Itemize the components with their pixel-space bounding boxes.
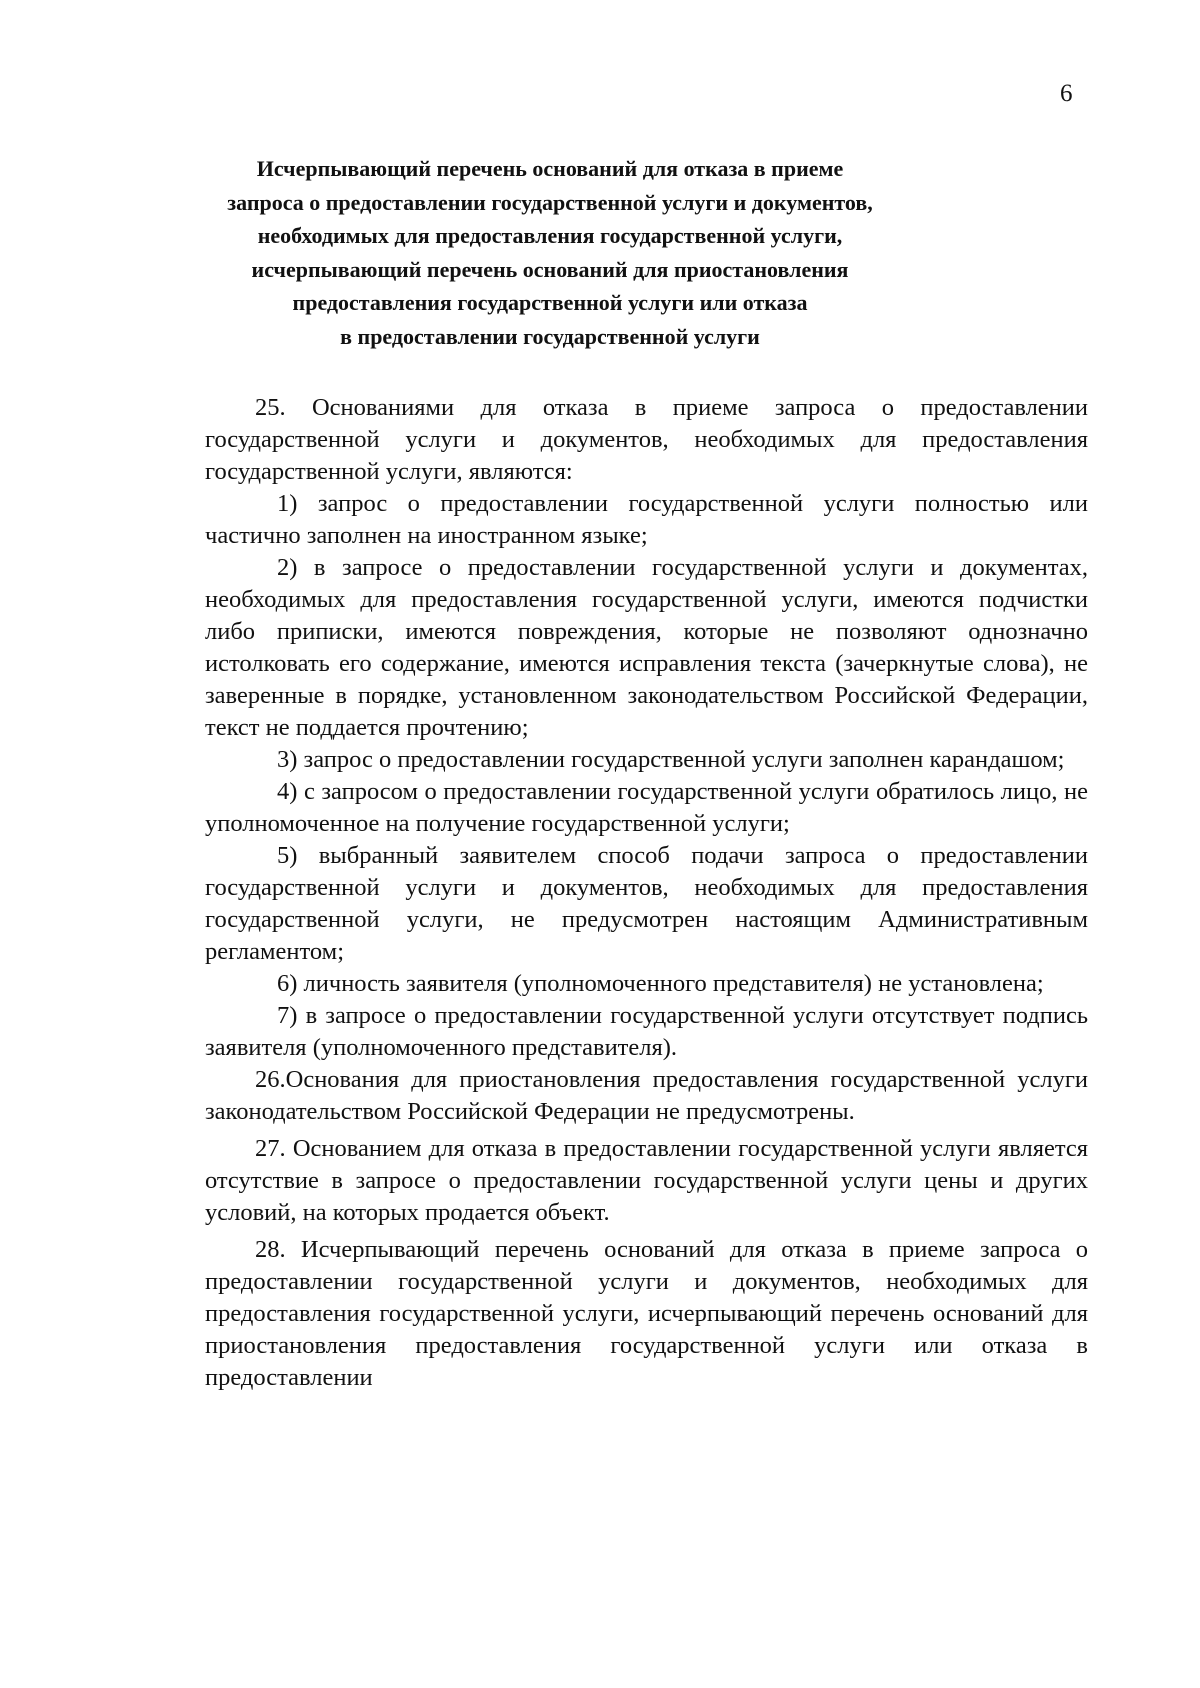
clause-25: 25. Основаниями для отказа в приеме запроса о предоставлении государственной услуги и документов, необходимых для предоставления государственной услуги, являются:: [205, 394, 1088, 485]
heading-line: исчерпывающий перечень оснований для приостановления: [251, 256, 849, 282]
section-heading: [200, 152, 900, 353]
heading-line: Исчерпывающий перечень оснований для отказа в приеме: [256, 156, 844, 181]
clause-25-item-4: 4) с запросом о предоставлении государственной услуги обратилось лицо, не уполномоченное на получение государственной услуги;: [205, 778, 1088, 837]
clause-25-item-2: 2) в запросе о предоставлении государственной услуги и документах, необходимых для предоставления государственной услуги, имеются подчистки либо приписки, имеются повреждения, которые не позволяют однозначно истолковать его содержание, имеются исправления текста (зачеркнутые слова), не заверенные в порядке, установленном законодательством Российской Федерации, текст не поддается прочтению;: [205, 554, 1088, 741]
heading-line: предоставления государственной услуги или отказа: [292, 290, 808, 315]
clause-25-item-3: 3) запрос о предоставлении государственной услуги заполнен карандашом;: [277, 746, 1065, 773]
page-number: 6: [1060, 80, 1073, 107]
clause-27: 27. Основанием для отказа в предоставлении государственной услуги является отсутствие в запросе о предоставлении государственной услуги цены и других условий, на которых продается объект.: [205, 1135, 1088, 1226]
clause-25-item-5: 5) выбранный заявителем способ подачи запроса о предоставлении государственной услуги и документов, необходимых для предоставления государственной услуги, не предусмотрен настоящим Административным регламентом;: [205, 842, 1088, 965]
clause-25-item-1: 1) запрос о предоставлении государственной услуги полностью или частично заполнен на иностранном языке;: [205, 490, 1088, 549]
clause-25-item-7: 7) в запросе о предоставлении государственной услуги отсутствует подпись заявителя (уполномоченного представителя).: [205, 1002, 1088, 1061]
heading-line: в предоставлении государственной услуги: [340, 323, 760, 349]
clause-25-item-6: 6) личность заявителя (уполномоченного представителя) не установлена;: [277, 970, 1044, 997]
document-body: [205, 392, 1088, 1394]
clause-28: 28. Исчерпывающий перечень оснований для отказа в приеме запроса о предоставлении государственной услуги и документов, необходимых для предоставления государственной услуги, исчерпывающий перечень оснований для приостановления предоставления государственной услуги или отказа в предоставлении: [205, 1236, 1088, 1391]
clause-26: 26.Основания для приостановления предоставления государственной услуги законодательством Российской Федерации не предусмотрены.: [205, 1066, 1088, 1125]
heading-line: необходимых для предоставления государственной услуги,: [257, 223, 843, 248]
heading-line: запроса о предоставлении государственной услуги и документов,: [227, 189, 873, 215]
